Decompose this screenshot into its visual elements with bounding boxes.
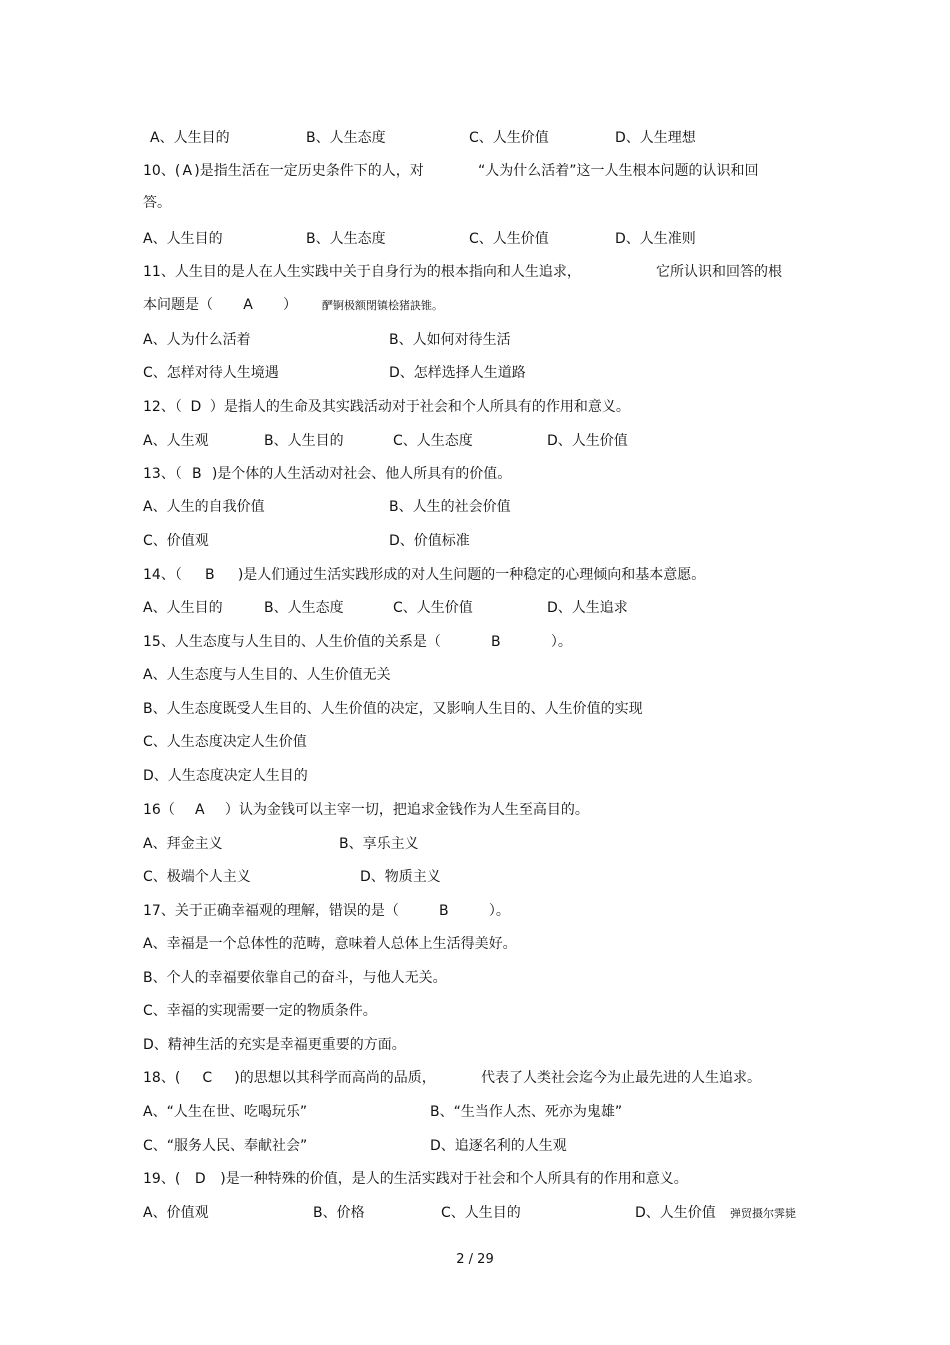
question-number: 16（ xyxy=(143,802,175,818)
option-c: C、怎样对待人生境遇 xyxy=(143,365,279,381)
answer: B xyxy=(491,634,501,650)
stem-close: ）。 xyxy=(550,634,572,650)
question-number: 14、（ xyxy=(143,567,182,583)
stem-text: )的思想以其科学而高尚的品质， xyxy=(234,1070,436,1086)
answer: D xyxy=(190,399,202,415)
option-b: B、人如何对待生活 xyxy=(389,332,511,348)
stem-text: 15、人生态度与人生目的、人生价值的关系是（ xyxy=(143,634,441,650)
question-number: 18、( xyxy=(143,1070,181,1086)
option-b: B、人生目的 xyxy=(264,433,344,449)
option-d: D、精神生活的充实是幸福更重要的方面。 xyxy=(143,1037,406,1053)
option-b: B、人生态度 xyxy=(264,600,344,616)
option-c: C、极端个人主义 xyxy=(143,869,251,885)
option-d: D、怎样选择人生道路 xyxy=(389,365,526,381)
stem-close: ）。 xyxy=(488,903,510,919)
stem-close: ） xyxy=(283,297,297,313)
stem-text-continued: “人为什么活着”这一人生根本问题的认识和回 xyxy=(478,163,759,179)
garbled-text: 酽锕极额閉镇桧猪訣锥。 xyxy=(322,299,443,312)
answer: B xyxy=(205,567,215,583)
stem-text: ）是指人的生命及其实践活动对于社会和个人所具有的作用和意义。 xyxy=(209,399,630,415)
option-c: C、人生态度决定人生价值 xyxy=(143,734,307,750)
option-b: B、人生态度 xyxy=(306,231,386,247)
stem-text: )是一种特殊的价值，是人的生活实践对于社会和个人所具有的作用和意义。 xyxy=(220,1171,688,1187)
option-a: A、人生态度与人生目的、人生价值无关 xyxy=(143,667,391,683)
stem-text: 11、人生目的是人在人生实践中关于自身行为的根本指向和人生追求， xyxy=(143,264,581,280)
option-c: C、人生态度 xyxy=(393,433,473,449)
stem-text-continued: 它所认识和回答的根 xyxy=(656,264,782,280)
option-d: D、人生追求 xyxy=(547,600,628,616)
answer: C xyxy=(202,1070,213,1086)
stem-text-wrap: 本问题是（ xyxy=(143,297,213,313)
answer: A xyxy=(243,297,253,313)
option-b: B、个人的幸福要依靠自己的奋斗，与他人无关。 xyxy=(143,970,447,986)
stem-text: )是人们通过生活实践形成的对人生问题的一种稳定的心理倾向和基本意愿。 xyxy=(237,567,706,583)
question-number: 19、( xyxy=(143,1171,181,1187)
option-a: A、人生观 xyxy=(143,433,209,449)
answer: A xyxy=(182,163,193,179)
stem-text: 17、关于正确幸福观的理解，错误的是（ xyxy=(143,903,399,919)
option-b: B、“生当作人杰、死亦为鬼雄” xyxy=(430,1104,623,1120)
question-number: 10、( xyxy=(143,163,181,179)
option-a: A、“人生在世、吃喝玩乐” xyxy=(143,1104,308,1120)
question-14-stem xyxy=(143,565,705,585)
option-c: C、“服务人民、奉献社会” xyxy=(143,1138,308,1154)
question-13-stem xyxy=(143,464,511,484)
question-12-stem xyxy=(143,397,630,417)
option-c: C、人生目的 xyxy=(441,1205,521,1221)
option-b: B、价格 xyxy=(313,1205,365,1221)
answer: B xyxy=(192,466,202,482)
stem-line-2 xyxy=(143,295,297,315)
option-c: C、人生价值 xyxy=(469,231,549,247)
option-c: C、人生价值 xyxy=(469,130,549,146)
option-d: D、追逐名利的人生观 xyxy=(430,1138,567,1154)
option-d: D、人生价值 xyxy=(547,433,628,449)
option-d: D、人生理想 xyxy=(615,130,696,146)
option-d: D、人生价值 xyxy=(635,1205,716,1221)
option-a: A、人生的自我价值 xyxy=(143,499,265,515)
option-a: A、幸福是一个总体性的范畴，意味着人总体上生活得美好。 xyxy=(143,936,517,952)
option-b: B、人生态度既受人生目的、人生价值的决定，又影响人生目的、人生价值的实现 xyxy=(143,701,643,717)
answer: D xyxy=(194,1171,206,1187)
question-19-stem xyxy=(143,1169,688,1189)
option-a: A、人生目的 xyxy=(143,600,223,616)
option-a: A、价值观 xyxy=(143,1205,209,1221)
option-a: A、人生目的 xyxy=(150,130,230,146)
option-b: B、人生态度 xyxy=(306,130,386,146)
stem-text: )是指生活在一定历史条件下的人，对 xyxy=(194,163,424,179)
stem-text-continued: 代表了人类社会迄今为止最先进的人生追求。 xyxy=(481,1070,761,1086)
stem-text-wrap: 答。 xyxy=(143,195,171,211)
option-b: B、享乐主义 xyxy=(339,836,419,852)
garbled-text: 弹贸摄尔霁毙 xyxy=(730,1207,796,1220)
option-a: A、拜金主义 xyxy=(143,836,223,852)
question-15-stem xyxy=(143,632,572,652)
stem-text: )是个体的人生活动对社会、他人所具有的价值。 xyxy=(211,466,512,482)
question-18-stem xyxy=(143,1068,436,1088)
answer: A xyxy=(195,802,205,818)
option-a: A、人为什么活着 xyxy=(143,332,251,348)
option-d: D、物质主义 xyxy=(360,869,441,885)
question-17-stem xyxy=(143,901,510,921)
question-10-stem xyxy=(143,161,424,181)
option-d: D、价值标准 xyxy=(389,533,470,549)
option-b: B、人生的社会价值 xyxy=(389,499,511,515)
page-number: 2 / 29 xyxy=(456,1252,494,1267)
option-a: A、人生目的 xyxy=(143,231,223,247)
option-d: D、人生态度决定人生目的 xyxy=(143,768,308,784)
answer: B xyxy=(439,903,449,919)
question-16-stem xyxy=(143,800,589,820)
option-c: C、人生价值 xyxy=(393,600,473,616)
question-number: 13、（ xyxy=(143,466,182,482)
question-number: 12、（ xyxy=(143,399,182,415)
option-c: C、价值观 xyxy=(143,533,209,549)
option-c: C、幸福的实现需要一定的物质条件。 xyxy=(143,1003,377,1019)
option-d: D、人生准则 xyxy=(615,231,696,247)
stem-text: ）认为金钱可以主宰一切，把追求金钱作为人生至高目的。 xyxy=(224,802,589,818)
